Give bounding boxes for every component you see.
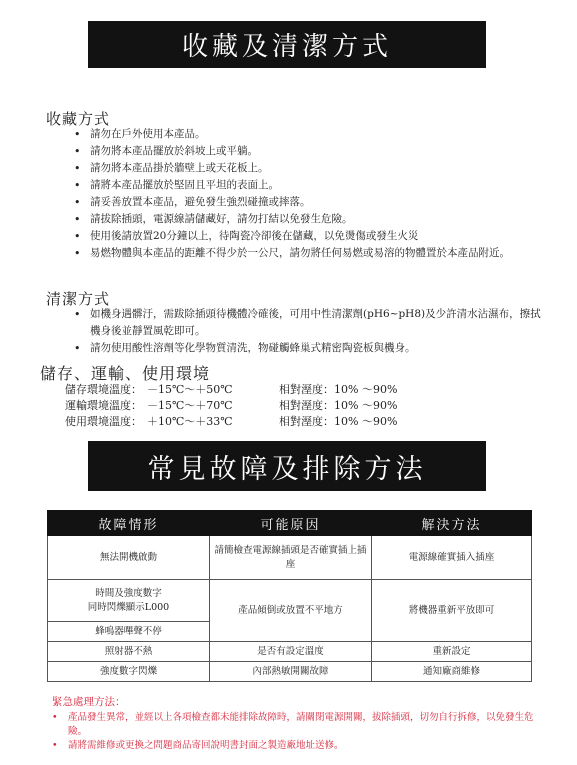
table-row xyxy=(48,642,532,662)
env-temp: －15℃～＋70℃ xyxy=(147,399,233,412)
environment-row xyxy=(65,398,409,414)
list-item: • 如機身遇髒汙，需跋除插頭待機體冷確後，可用中性清潔劑(pH6~pH8)及少許清水沾濕布，擦拭機身後並靜置風乾即可。 xyxy=(74,306,544,340)
env-label: 運輸環境溫度： xyxy=(65,399,142,412)
storage-heading: 收藏方式 xyxy=(46,110,111,128)
solution-cell: 通知廠商維修 xyxy=(372,662,532,682)
symptom-line: 同時閃爍顯示L000 xyxy=(87,601,170,613)
list-item: • 請勿使用酸性溶劑等化學物質清洗，物碰觸蜂巢式精密陶瓷板與機身。 xyxy=(74,340,544,357)
list-item: • 請妥善放置本產品，避免發生強烈碰撞或摔落。 xyxy=(74,194,544,211)
storage-cleaning-banner xyxy=(88,21,486,68)
solution-cell: 電源線確實插入插座 xyxy=(372,536,532,580)
list-item: • 請勿在戶外使用本產品。 xyxy=(74,126,544,143)
storage-list xyxy=(74,126,544,262)
troubleshooting-title: 常見故障及排除方法 xyxy=(147,453,427,485)
list-item: • 產品發生異常，並經以上各項檢查都未能排除故障時，請關閉電源開關，拔除插頭，切勿自行拆修，以免發生危險。 xyxy=(52,711,542,739)
env-temp: －15℃～＋50℃ xyxy=(147,383,233,396)
solution-cell: 將機器重新平放即可 xyxy=(372,580,532,642)
header-cause: 可能原因 xyxy=(210,511,372,536)
cause-cell: 是否有設定溫度 xyxy=(210,642,372,662)
cause-cell: 產品傾倒或放置不平地方 xyxy=(210,580,372,642)
list-item: • 請將本產品擺放於堅固且平坦的表面上。 xyxy=(74,177,544,194)
cause-cell: 內部熱敏開關故障 xyxy=(210,662,372,682)
cleaning-list xyxy=(74,306,544,357)
environment-table xyxy=(65,382,409,430)
cause-cell: 請簡檢查電源線插頭是否確實插上插座 xyxy=(210,536,372,580)
header-symptom: 故障情形 xyxy=(48,511,210,536)
list-item: • 請勿將本產品掛於牆壁上或天花板上。 xyxy=(74,160,544,177)
list-item: • 使用後請放置20分鐘以上，待陶瓷冷卻後在儲藏，以免燙傷或發生火災 xyxy=(74,228,544,245)
symptom-cell: 無法開機啟動 xyxy=(48,536,210,580)
environment-row xyxy=(65,414,409,430)
emergency-list xyxy=(52,711,542,753)
environment-heading: 儲存、運輸、使用環境 xyxy=(40,364,211,383)
environment-row xyxy=(65,382,409,398)
list-item: • 請勿將本產品擺放於斜坡上或平躺。 xyxy=(74,143,544,160)
env-humidity: 相對溼度：10% ～90% xyxy=(279,415,398,428)
table-row xyxy=(48,580,532,622)
symptom-cell: 照射器不熱 xyxy=(48,642,210,662)
list-item: • 請將需維修或更換之問題商品寄回說明書封面之製造廠地址送修。 xyxy=(52,739,542,753)
storage-cleaning-title: 收藏及清潔方式 xyxy=(181,32,392,62)
solution-cell: 重新設定 xyxy=(372,642,532,662)
troubleshooting-banner xyxy=(88,441,486,491)
table-row xyxy=(48,536,532,580)
list-item: • 請拔除插頭，電源線請儲藏好，請勿打結以免發生危險。 xyxy=(74,211,544,228)
table-header-row xyxy=(48,511,532,536)
env-humidity: 相對溼度：10% ～90% xyxy=(279,383,398,396)
env-label: 使用環境溫度： xyxy=(65,415,142,428)
env-temp: ＋10℃～＋33℃ xyxy=(147,415,233,428)
cleaning-heading: 清潔方式 xyxy=(46,290,111,308)
symptom-line: 時間及強度數字 xyxy=(95,587,162,599)
emergency-heading: 緊急處理方法： xyxy=(52,696,126,708)
table-row xyxy=(48,662,532,682)
list-item: • 易燃物體與本產品的距離不得少於一公尺，請勿將任何易燃或易溶的物體置於本產品附近。 xyxy=(74,245,544,262)
symptom-cell: 強度數字閃爍 xyxy=(48,662,210,682)
troubleshooting-table xyxy=(47,510,532,682)
symptom-cell xyxy=(48,580,210,622)
symptom-cell: 蜂鳴器嗶聲不停 xyxy=(48,622,210,642)
env-label: 儲存環境溫度： xyxy=(65,383,142,396)
header-solution: 解決方法 xyxy=(372,511,532,536)
env-humidity: 相對溼度：10% ～90% xyxy=(279,399,398,412)
